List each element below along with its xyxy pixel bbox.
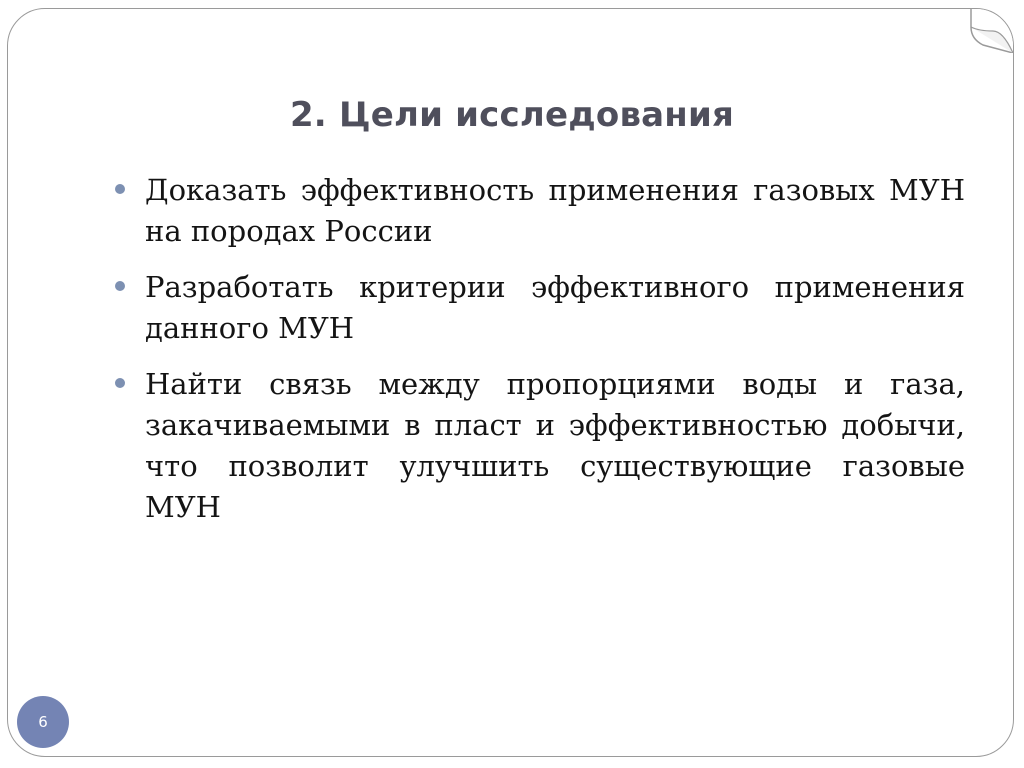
bullet-item: [115, 364, 965, 528]
page-number-badge: 6: [17, 696, 69, 748]
bullet-line: МУН: [145, 490, 221, 524]
bullet-text: [145, 267, 965, 349]
bullet-line: на породах России: [145, 214, 433, 248]
bullet-line: что позволит улучшить существующие газовые: [145, 449, 965, 483]
bullet-line: Найти связь между пропорциями воды и газа,: [145, 367, 965, 401]
bullet-list: [115, 170, 965, 543]
corner-fold-icon: [969, 9, 1013, 53]
bullet-line: Разработать критерии эффективного применения: [145, 270, 965, 304]
bullet-line: данного МУН: [145, 311, 355, 345]
bullet-text: [145, 364, 965, 528]
bullet-dot-icon: [115, 184, 125, 194]
slide-title: 2. Цели исследования: [289, 95, 735, 135]
bullet-item: [115, 170, 965, 252]
bullet-dot-icon: [115, 378, 125, 388]
bullet-line: Доказать эффективность применения газовых МУН: [145, 173, 965, 207]
bullet-text: [145, 170, 965, 252]
bullet-item: [115, 267, 965, 349]
bullet-line: закачиваемыми в пласт и эффективностью добычи,: [145, 408, 965, 442]
bullet-dot-icon: [115, 281, 125, 291]
